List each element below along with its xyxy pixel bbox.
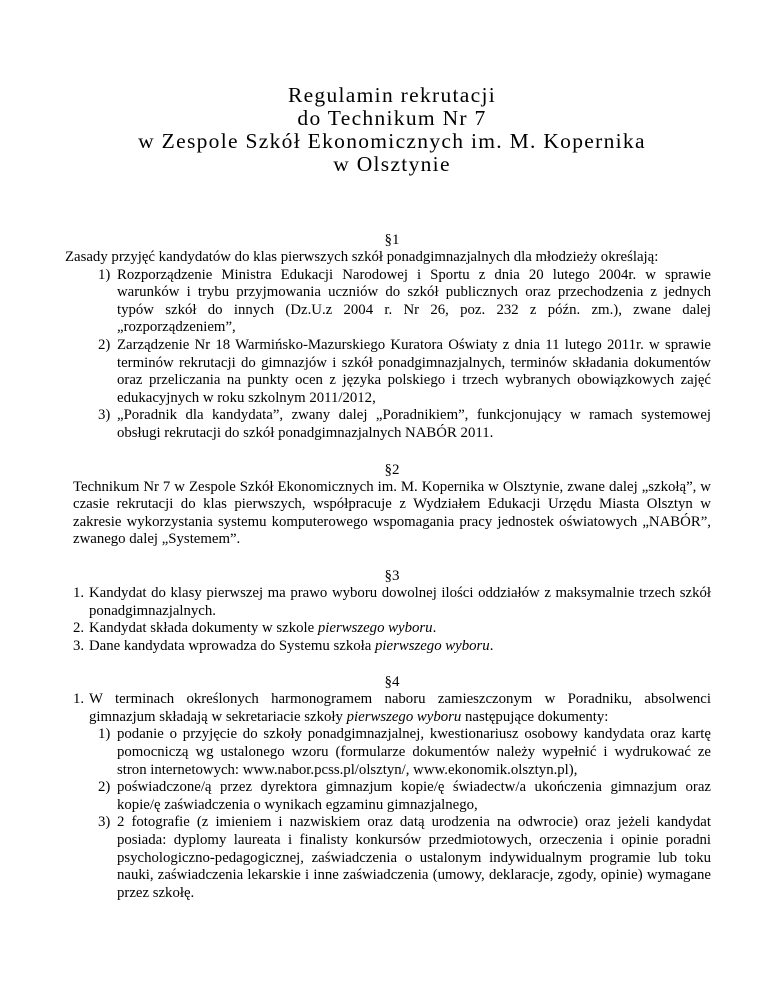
section-1-item-2 <box>73 337 711 407</box>
item-text: „Poradnik dla kandydata”, zwany dalej „Poradnikiem”, funkcjonujący w ramach systemowej obsługi rekrutacji do szkół ponadgimnazjalnych NABÓR 2011. <box>117 407 711 441</box>
item-text: podanie o przyjęcie do szkoły ponadgimnazjalnej, kwestionariusz osobowy kandydata oraz kartę pomocniczą wg ustalonego wzoru (formularze dokumentów należy wypełnić i wydrukować ze stron internetowych: www.nabor.pcss.pl/olsztyn/, www.ekonomik.olsztyn.pl), <box>117 726 711 778</box>
item-text: Dane kandydata wprowadza do Systemu szkoła <box>89 637 375 654</box>
item-number: 2) <box>98 336 111 353</box>
item-number: 1. <box>73 691 85 708</box>
item-text-end: następujące dokumenty: <box>461 708 609 725</box>
section-4-item-1 <box>73 691 711 726</box>
section-1-sign: §1 <box>384 232 400 248</box>
section-1-item-3 <box>73 407 711 442</box>
item-number: 2) <box>98 779 111 796</box>
item-text-end: . <box>432 620 437 637</box>
item-text-end: . <box>489 637 494 654</box>
item-number: 1) <box>98 266 111 283</box>
item-text: Kandydat składa dokumenty w szkole <box>89 620 318 637</box>
item-text: Zarządzenie Nr 18 Warmińsko-Mazurskiego Kuratora Oświaty z dnia 11 lutego 2011r. w sprawie terminów rekrutacji do gimnazjów i szkół ponadgimnazjalnych, terminów składania dokumentów oraz przeliczania na punkty ocen z języka polskiego i trzech wybranych obowiązkowych zajęć edukacyjnych w roku szkolnym 2011/2012, <box>117 336 711 406</box>
item-number: 3) <box>98 407 111 424</box>
item-emphasis: pierwszego wyboru <box>317 620 433 637</box>
title-line-4: w Olsztynie <box>333 152 451 176</box>
title-line-1: Regulamin rekrutacji <box>287 83 497 107</box>
item-text: 2 fotografie (z imieniem i nazwiskiem oraz datą urodzenia na odwrocie) oraz jeżeli kandydat posiada: dyplomy laureata i finalisty konkursów przedmiotowych, orzeczenia i opinie poradni psychologiczno-pedagogicznej, zaświadczenia o ustalonym indywidualnym programie lub toku nauki, zaświadczenia lekarskie i inne zaświadczenia (umowy, deklaracje, zgody, opinie) wymagane przez szkołę. <box>117 814 711 901</box>
document-title <box>73 84 711 176</box>
section-1-item-1 <box>73 267 711 337</box>
section-3-item-1 <box>73 585 711 620</box>
item-emphasis: pierwszego wyboru <box>346 708 462 725</box>
section-3-sign: §3 <box>384 567 400 584</box>
item-number: 1. <box>73 584 85 601</box>
section-4-subitem-2 <box>73 779 711 814</box>
document-page <box>65 0 711 902</box>
title-line-3: w Zespole Szkół Ekonomicznych im. M. Kopernika <box>138 129 646 153</box>
item-number: 3) <box>98 814 111 831</box>
item-text: Rozporządzenie Ministra Edukacji Narodowej i Sportu z dnia 20 lutego 2004r. w sprawie warunków i trybu przyjmowania uczniów do szkół publicznych oraz przechodzenia z jednych typów szkół do innych (Dz.U.z 2004 r. Nr 26, poz. 232 z późn. zm.), zwane dalej „rozporządzeniem”, <box>117 266 711 336</box>
item-text: poświadczone/ą przez dyrektora gimnazjum kopie/ę świadectw/a ukończenia gimnazjum oraz kopie/ę zaświadczenia o wynikach egzaminu gimnazjalnego, <box>117 779 711 813</box>
section-4-subitem-3 <box>73 814 711 902</box>
section-2-text: Technikum Nr 7 w Zespole Szkół Ekonomicznych im. M. Kopernika w Olsztynie, zwane dalej „szkołą”, w czasie rekrutacji do klas pierwszych, współpracuje z Wydziałem Edukacji Urzędu Miasta Olsztyn w zakresie wykorzystania systemu komputerowego wspomagania pracy jednostek oświatowych „NABÓR”, zwanego dalej „Systemem”. <box>73 478 711 548</box>
section-1-intro: Zasady przyjęć kandydatów do klas pierwszych szkół ponadgimnazjalnych dla młodzieży określają: <box>65 249 659 265</box>
item-emphasis: pierwszego wyboru <box>375 637 490 654</box>
section-4-subitem-1 <box>73 726 711 779</box>
item-text: Kandydat do klasy pierwszej ma prawo wyboru dowolnej ilości oddziałów z maksymalnie trzech szkół ponadgimnazjalnych. <box>89 584 711 619</box>
section-4-sign: §4 <box>384 674 400 691</box>
title-line-2: do Technikum Nr 7 <box>297 106 487 130</box>
item-text: W terminach określonych harmonogramem naboru zamieszczonym w Poradniku, absolwenci gimnazjum składają w sekretariacie szkoły <box>89 691 711 725</box>
item-number: 2. <box>73 620 85 637</box>
section-2-sign: §2 <box>384 461 400 478</box>
section-3-item-2 <box>73 620 711 638</box>
section-3-item-3 <box>73 638 711 656</box>
item-number: 1) <box>98 726 111 743</box>
item-number: 3. <box>73 637 85 654</box>
